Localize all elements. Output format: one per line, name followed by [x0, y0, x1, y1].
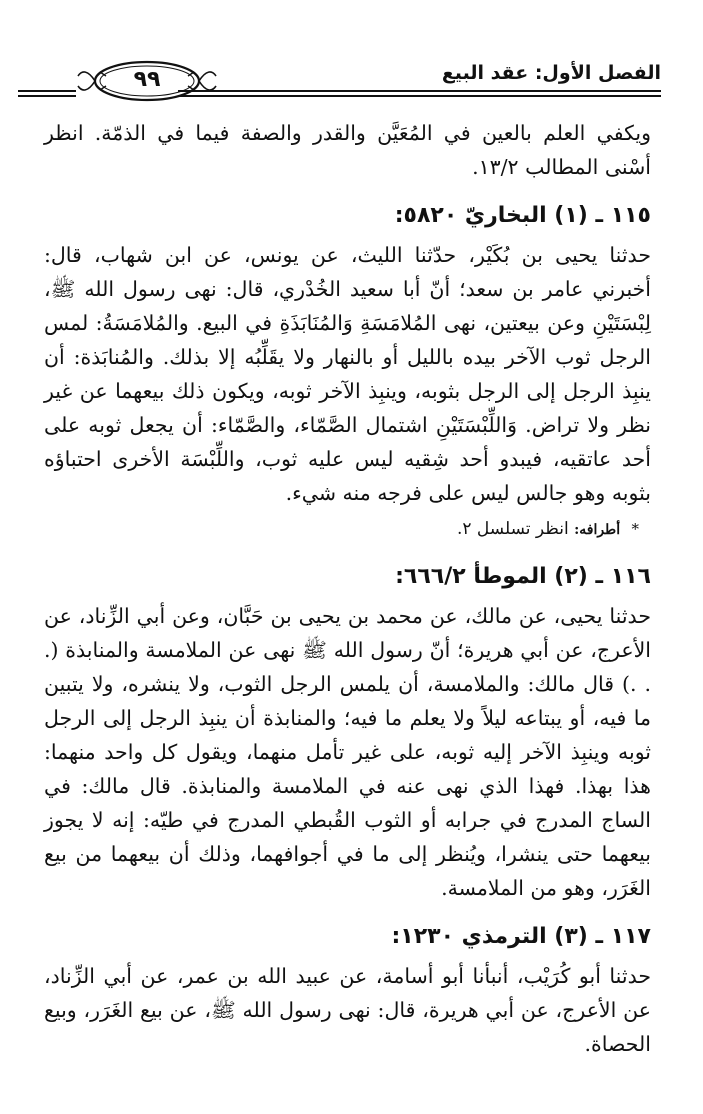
- section-heading: ١١٧ ـ (٣) الترمذي ١٢٣٠:: [391, 924, 651, 949]
- chapter-title: الفصل الأول: عقد البيع: [441, 62, 661, 84]
- section-text: حدثنا أبو كُرَيْب، أنبأنا أبو أسامة، عن عبيد الله بن عمر، عن أبي الزِّناد، عن الأعرج، عن أبي هريرة، قال: نهى رسول الله ﷺ، عن بيع الغَرَر، وبيع الحصاة.: [44, 964, 651, 1056]
- page-body: [44, 116, 651, 1061]
- section-heading: ١١٦ ـ (٢) الموطأ ٦٦٦/٢:: [395, 564, 651, 589]
- section-text: حدثنا يحيى بن بُكَيْر، حدّثنا الليث، عن يونس، عن ابن شهاب، قال: أخبرني عامر بن سعد؛ أنّ أبا سعيد الخُدْري، قال: نهى رسول الله ﷺ، لِبْسَتَيْنِ وعن بيعتين، نهى المُلامَسَةِ وَالمُنَابَذَةِ في البيع. والمُلامَسَةُ: لمس الرجل ثوب الآخر بيده بالليل أو بالنهار ولا يقَلِّبُه إلا بذلك. والمُنابَذة: أن ينبِذ الرجل إلى الرجل بثوبه، وينبِذ الآخر ثوبه، ويكون ذلك بيعهما عن غير نظر ولا تراض. وَاللِّبْسَتَيْنِ اشتمال الصَّمّاء، والصَّمّاء: أن يجعل ثوبه على أحد عاتقيه، فيبدو أحد شِقيه ليس عليه ثوب، واللِّبْسَة الأخرى احتباؤه بثوبه وهو جالس ليس على فرجه منه شيء.: [44, 243, 651, 505]
- tracks-label: أطرافه:: [574, 522, 621, 538]
- section-heading: ١١٥ ـ (١) البخاريّ ٥٨٢٠:: [394, 203, 651, 228]
- asterisk-icon: *: [631, 520, 639, 538]
- header-rule-lower: [178, 95, 661, 97]
- tracks-note: [44, 514, 639, 545]
- tracks-text: انظر تسلسل ٢.: [456, 519, 569, 539]
- section-text: حدثنا يحيى، عن مالك، عن محمد بن يحيى بن حَبَّان، وعن أبي الزِّناد، عن الأعرج، عن أبي هريرة؛ أنّ رسول الله ﷺ نهى عن الملامسة والمنابذة (. . .) قال مالك: والملامسة، أن يلمس الرجل الثوب، ولا ينشره، ولا يتبين ما فيه، أو يبتاعه ليلاً ولا يعلم ما فيه؛ والمنابذة أن ينبِذ الرجل إلى الرجل ثوبه وينبِذ الآخر إليه ثوبه، على غير تأمل منهما، ويقول كل واحد منهما: هذا بهذا. فهذا الذي نهى عنه في الملامسة والمنابذة. قال مالك: في الساج المدرج في جرابه أو الثوب القُبطي المدرج في طيّه: إنه لا يجوز بيعهما حتى ينشرا، ويُنظر إلى ما في أجوافهما، وذلك أن بيعهما من بيع الغَرَر، وهو من الملامسة.: [44, 604, 651, 900]
- header-rule: [178, 90, 661, 92]
- page-number-badge: [76, 58, 218, 104]
- header-rule-left: [18, 90, 76, 92]
- page-number: ٩٩: [133, 67, 161, 92]
- header-rule-left-lower: [18, 95, 76, 97]
- intro-paragraph: ويكفي العلم بالعين في المُعَيَّن والقدر والصفة فيما في الذمّة. انظر أسْنى المطالب ١٣/٢.: [44, 121, 651, 179]
- page-header: [38, 58, 661, 104]
